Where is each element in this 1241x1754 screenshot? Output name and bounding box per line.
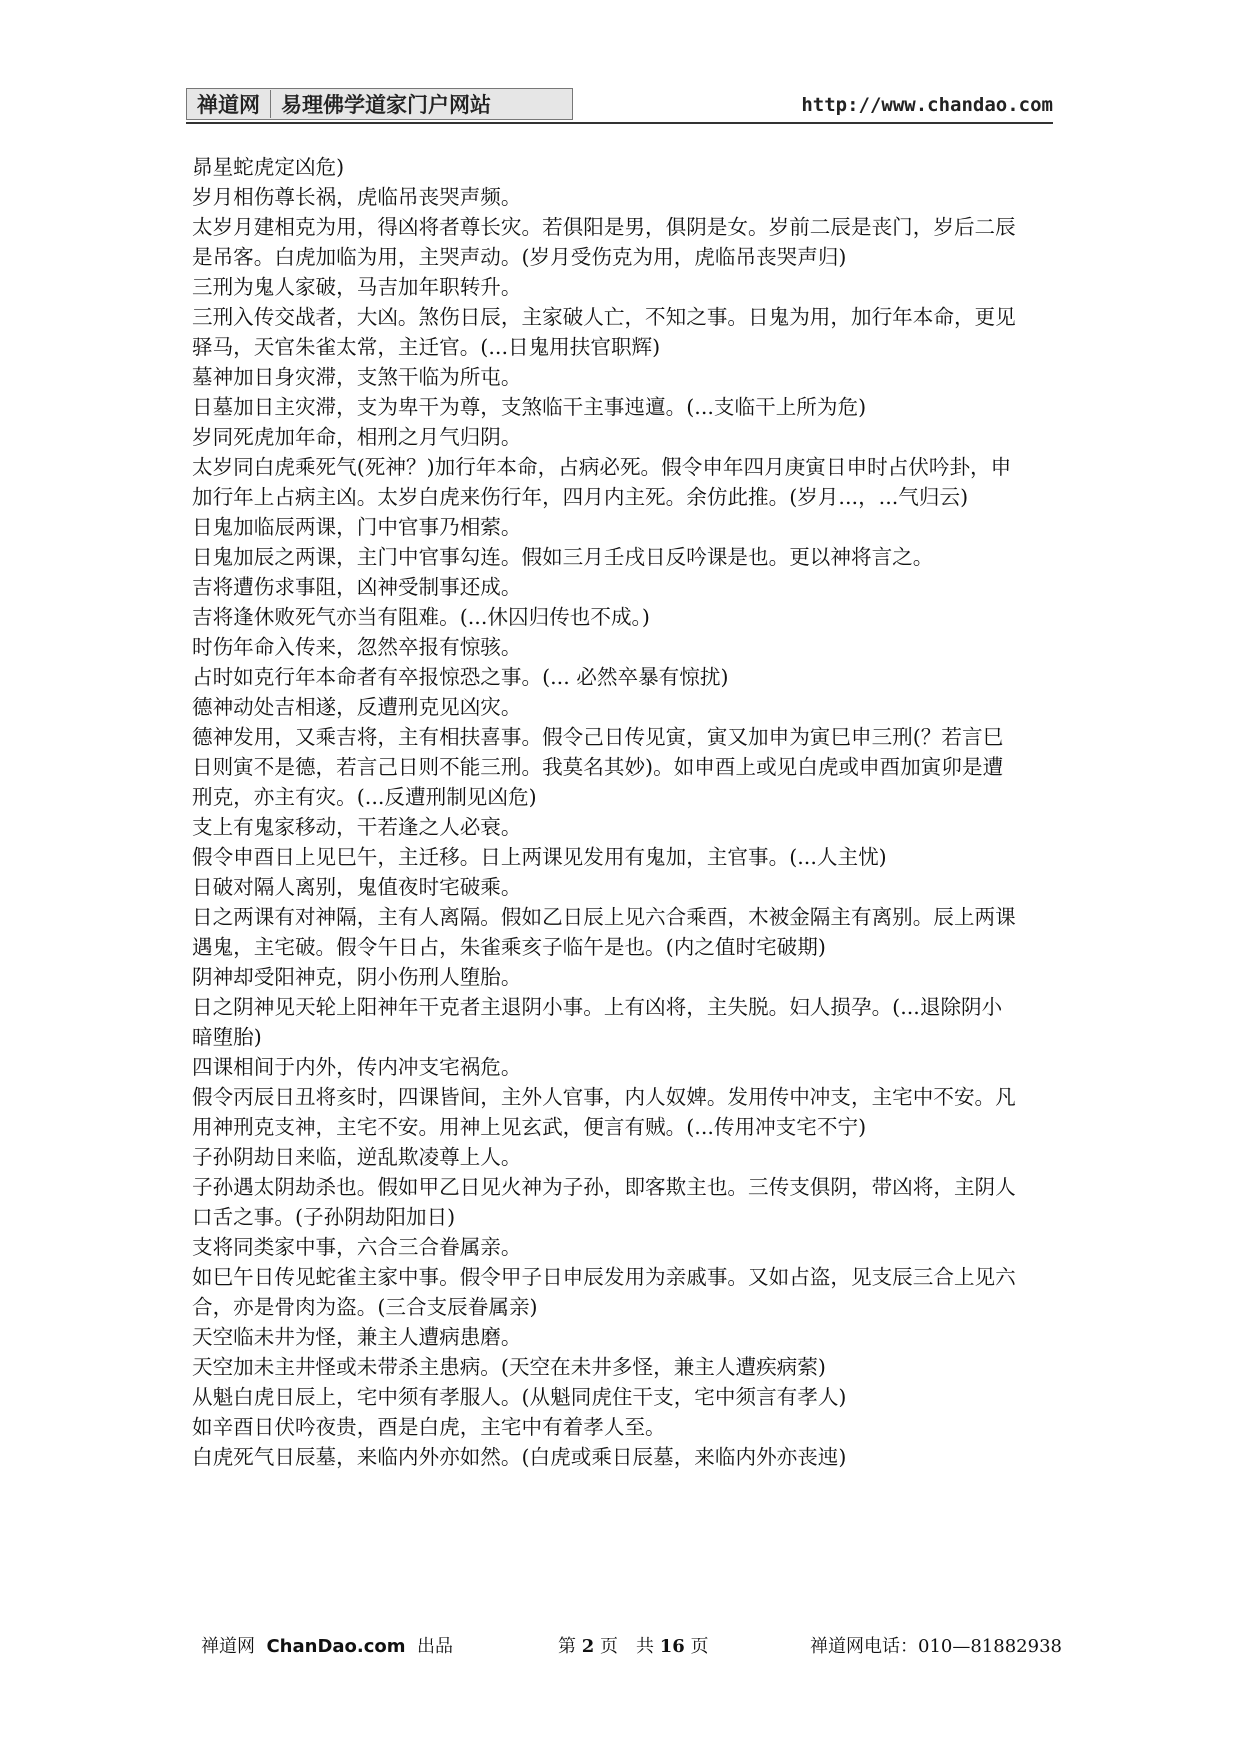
text-line: 四课相间于内外，传内冲支宅祸危。: [192, 1055, 522, 1079]
text-line: 驿马，天官朱雀太常，主迁官。(...日鬼用扶官职辉): [192, 335, 661, 359]
text-line: 刑克，亦主有灾。(...反遭刑制见凶危): [192, 785, 537, 809]
page-prefix: 第: [558, 1636, 576, 1657]
text-line: 支上有鬼家移动，干若逢之人必衰。: [192, 815, 522, 839]
page-suffix: 页: [690, 1636, 709, 1657]
text-line: 天空临未井为怪，兼主人遭病患磨。: [192, 1325, 522, 1349]
footer-credit: [201, 1632, 453, 1658]
text-line: 墓神加日身灾滞，支煞干临为所屯。: [192, 365, 522, 389]
text-line: 日则寅不是德，若言己日则不能三刑。我莫名其妙)。如申酉上或见白虎或申酉加寅卯是遭: [192, 755, 1004, 779]
text-line: 支将同类家中事，六合三合眷属亲。: [192, 1235, 522, 1259]
total-pages: 16: [659, 1636, 685, 1657]
text-line: 天空加未主井怪或未带杀主患病。(天空在未井多怪，兼主人遭疾病萦): [192, 1355, 826, 1379]
text-line: 时伤年命入传来，忽然卒报有惊骇。: [192, 635, 522, 659]
footer-phone: 禅道网电话：010—81882938: [810, 1636, 1062, 1657]
brand-banner[interactable]: [186, 88, 573, 120]
text-line: 子孙阴劫日来临，逆乱欺凌尊上人。: [192, 1145, 522, 1169]
text-line: 加行年上占病主凶。太岁白虎来伤行年，四月内主死。余仿此推。(岁月...，...气归云): [192, 485, 969, 509]
text-line: 占时如克行年本命者有卒报惊恐之事。(... 必然卒暴有惊扰): [192, 665, 729, 689]
text-line: 如辛酉日伏吟夜贵，酉是白虎，主宅中有着孝人至。: [192, 1415, 666, 1439]
text-line: 遇鬼，主宅破。假令午日占，朱雀乘亥子临午是也。(内之值时宅破期): [192, 935, 826, 959]
text-line: 日墓加日主灾滞，支为卑干为尊，支煞临干主事迍邅。(...支临干上所为危): [192, 395, 867, 419]
text-line: 如巳午日传见蛇雀主家中事。假令甲子日申辰发用为亲戚事。又如占盗，见支辰三合上见六: [192, 1265, 1016, 1289]
site-url[interactable]: http://www.chandao.com: [801, 94, 1053, 116]
text-line: 日鬼加辰之两课，主门中官事勾连。假如三月壬戌日反吟课是也。更以神将言之。: [192, 545, 934, 569]
text-line: 暗堕胎): [192, 1025, 262, 1049]
footer-brand-cn: 禅道网: [201, 1636, 255, 1657]
text-line: 是吊客。白虎加临为用，主哭声动。(岁月受伤克为用，虎临吊丧哭声归): [192, 245, 847, 269]
text-line: 日之阴神见天轮上阳神年干克者主退阴小事。上有凶将，主失脱。妇人损孕。(...退除阴小: [192, 995, 1003, 1019]
text-line: 吉将遭伤求事阻，凶神受制事还成。: [192, 575, 522, 599]
text-line: 日之两课有对神隔，主有人离隔。假如乙日辰上见六合乘酉，木被金隔主有离别。辰上两课: [192, 905, 1016, 929]
text-line: 三刑为鬼人家破，马吉加年职转升。: [192, 275, 522, 299]
text-line: 岁月相伤尊长祸，虎临吊丧哭声频。: [192, 185, 522, 209]
text-line: 三刑入传交战者，大凶。煞伤日辰，主家破人亡，不知之事。日鬼为用，加行年本命，更见: [192, 305, 1016, 329]
page-header: [186, 88, 1053, 122]
text-line: 太岁同白虎乘死气(死神？)加行年本命，占病必死。假令申年四月庚寅日申时占伏吟卦，申: [192, 455, 1012, 479]
brand-tagline: 易理佛学道家门户网站: [281, 93, 491, 117]
text-line: 合，亦是骨肉为盗。(三合支辰眷属亲): [192, 1295, 538, 1319]
text-line: 日破对隔人离别，鬼值夜时宅破乘。: [192, 875, 522, 899]
text-line: 德神发用，又乘吉将，主有相扶喜事。假令己日传见寅，寅又加申为寅巳申三刑(？若言巳: [192, 725, 1004, 749]
text-line: 德神动处吉相遂，反遭刑克见凶灾。: [192, 695, 522, 719]
brand-name: 禅道网: [197, 93, 260, 117]
text-line: 用神刑克支神，主宅不安。用神上见玄武，便言有贼。(...传用冲支宅不宁): [192, 1115, 867, 1139]
current-page: 2: [581, 1636, 595, 1657]
text-line: 昴星蛇虎定凶危): [192, 155, 345, 179]
footer-produced: 出品: [416, 1636, 453, 1657]
text-line: 假令丙辰日丑将亥时，四课皆间，主外人官事，内人奴婢。发用传中冲支，主宅中不安。凡: [192, 1085, 1016, 1109]
page-number: [558, 1632, 709, 1658]
header-divider: [186, 122, 1053, 124]
text-line: 阴神却受阳神克，阴小伤刑人堕胎。: [192, 965, 522, 989]
document-body: [192, 152, 1062, 1472]
text-line: 子孙遇太阴劫杀也。假如甲乙日见火神为子孙，即客欺主也。三传支俱阴，带凶将，主阴人: [192, 1175, 1016, 1199]
text-line: 白虎死气日辰墓，来临内外亦如然。(白虎或乘日辰墓，来临内外亦丧迍): [192, 1445, 847, 1469]
page-mid: 页 共: [600, 1636, 654, 1657]
text-line: 岁同死虎加年命，相刑之月气归阴。: [192, 425, 522, 449]
text-line: 吉将逢休败死气亦当有阻难。(...休囚归传也不成。): [192, 605, 650, 629]
text-line: 日鬼加临辰两课，门中官事乃相萦。: [192, 515, 522, 539]
text-line: 口舌之事。(子孙阴劫阳加日): [192, 1205, 456, 1229]
footer-brand-en: ChanDao.com: [266, 1636, 406, 1657]
text-line: 假令申酉日上见巳午，主迁移。日上两课见发用有鬼加，主官事。(...人主忧): [192, 845, 887, 869]
text-line: 从魁白虎日辰上，宅中须有孝服人。(从魁同虎住干支，宅中须言有孝人): [192, 1385, 847, 1409]
text-line: 太岁月建相克为用，得凶将者尊长灾。若俱阳是男，俱阴是女。岁前二辰是丧门，岁后二辰: [192, 215, 1016, 239]
